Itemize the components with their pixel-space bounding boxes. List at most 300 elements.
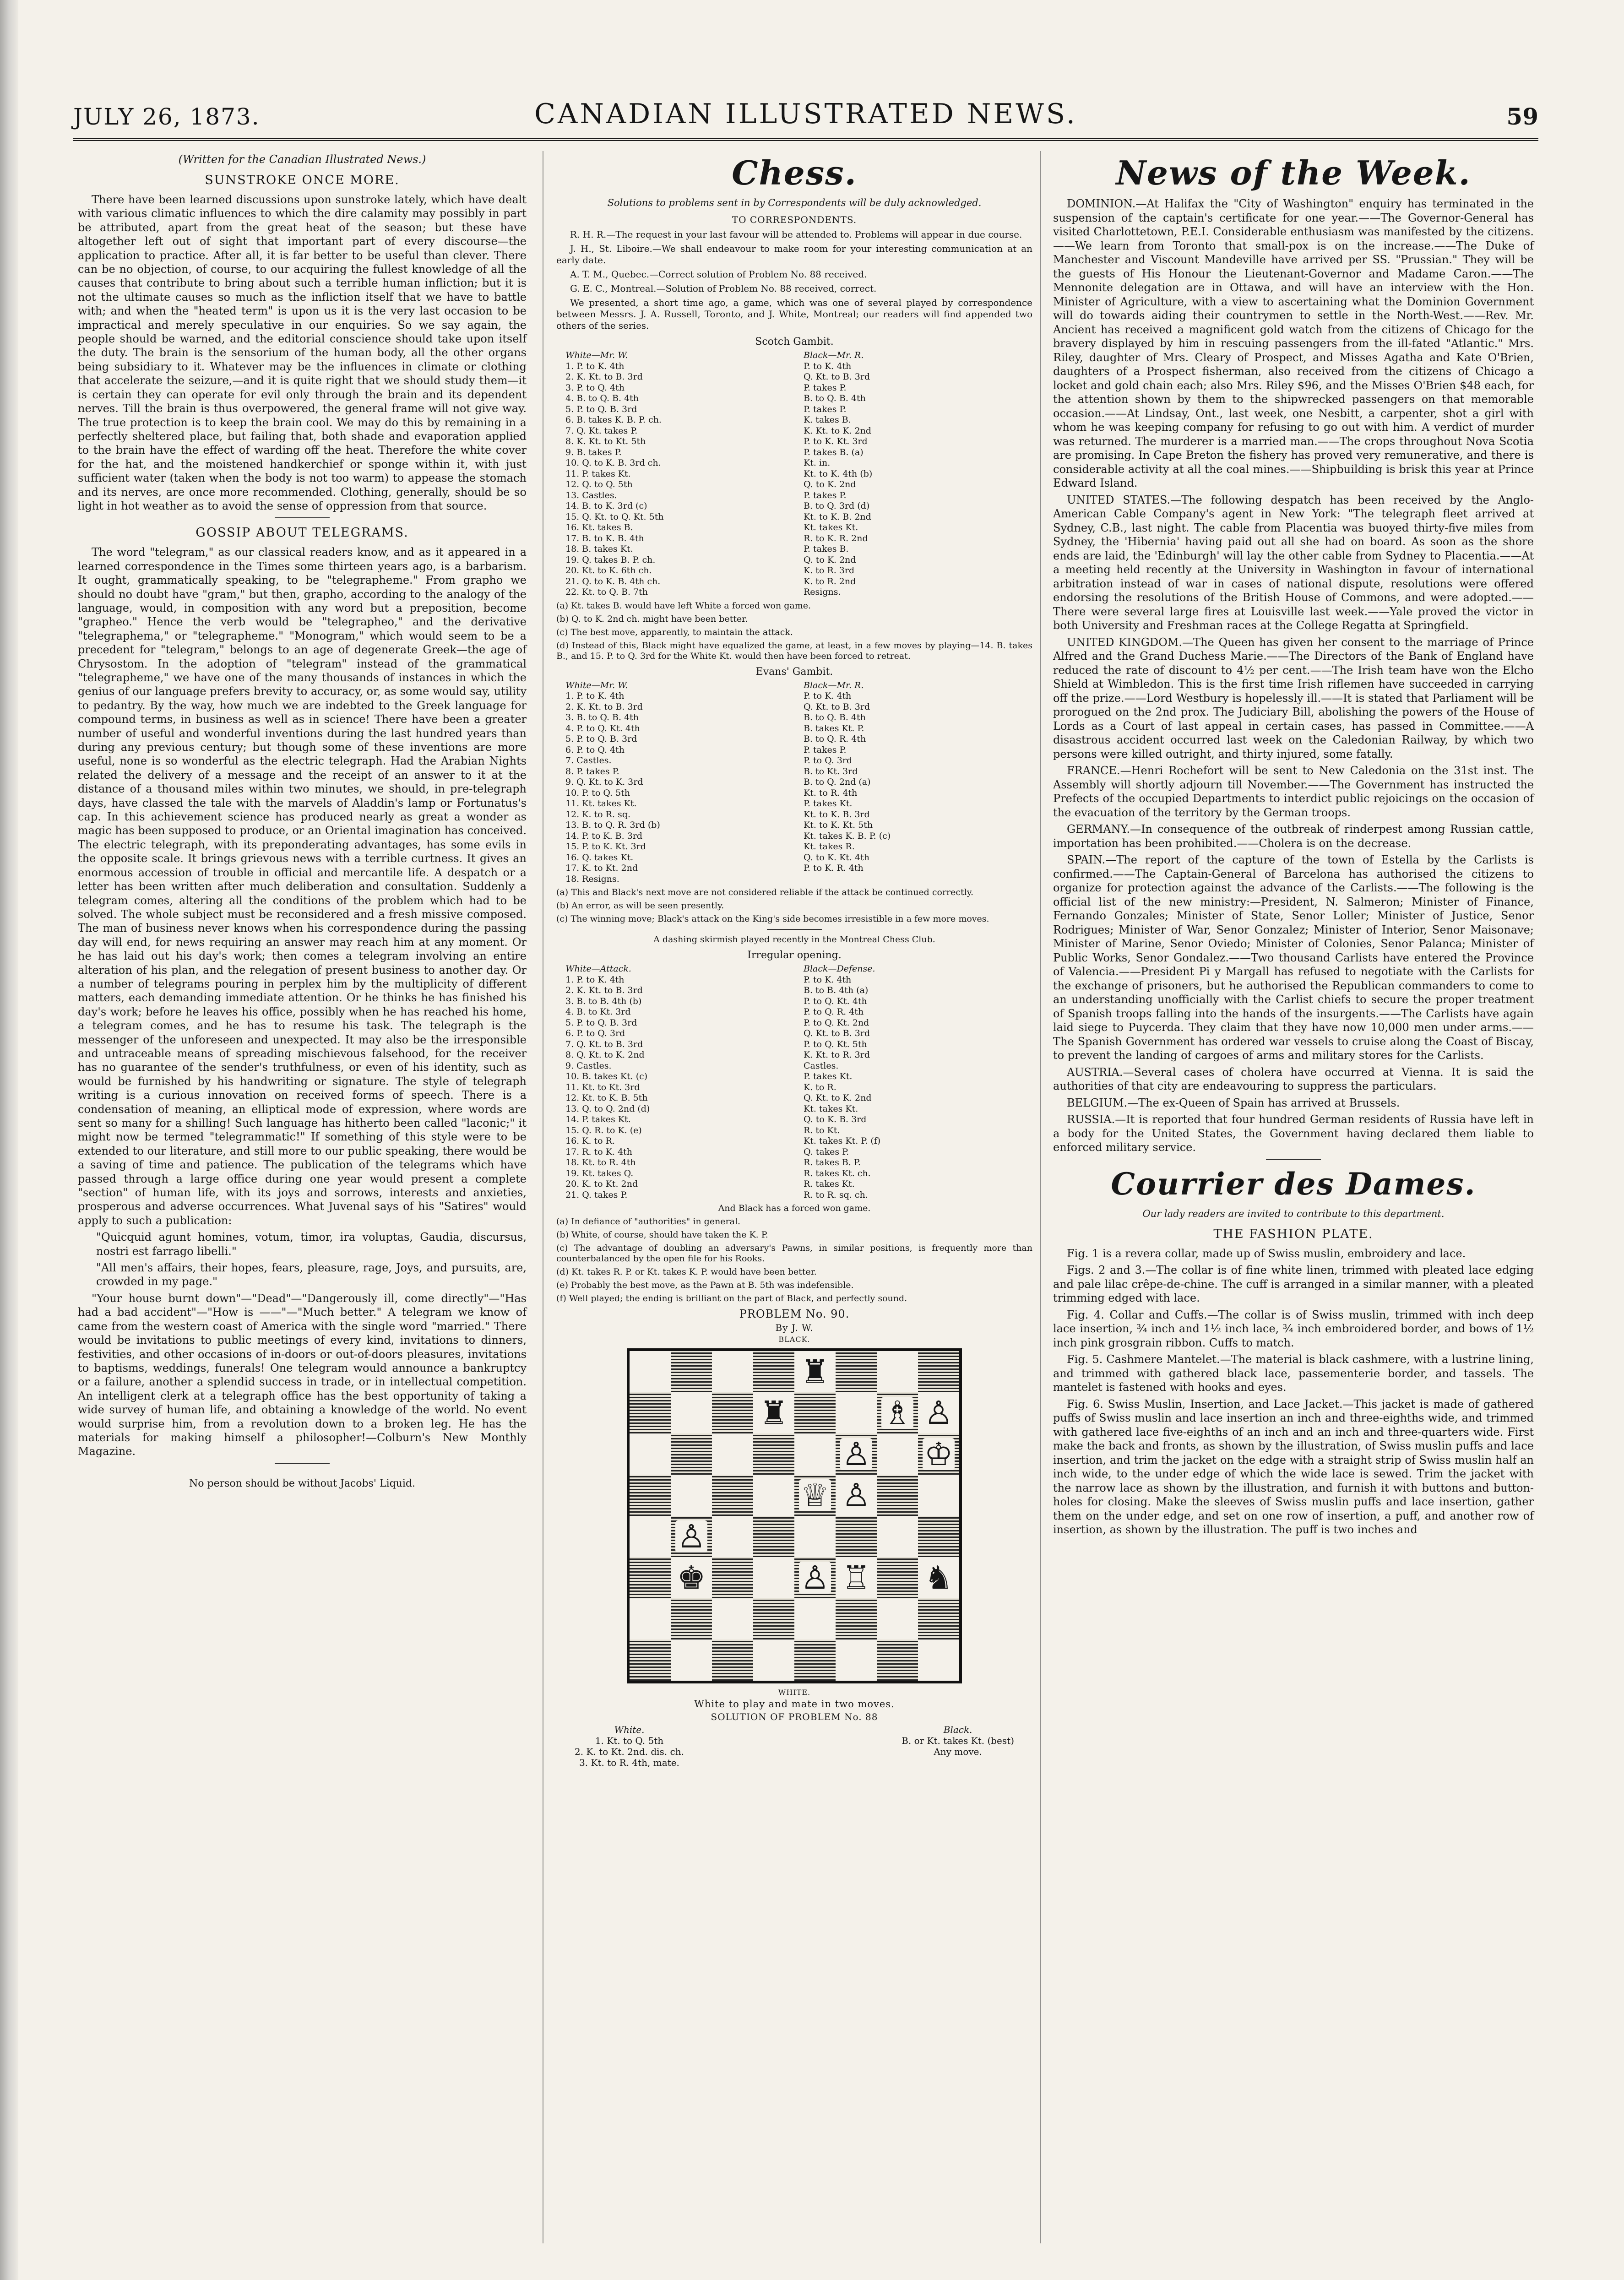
column-right — [1053, 151, 1534, 1540]
chess-move: 1. P. to K. 4th — [565, 361, 625, 371]
chess-move: Q. to K. 2nd — [804, 479, 856, 489]
board-square — [753, 1639, 794, 1681]
chess-move: 17. R. to K. 4th — [565, 1146, 632, 1157]
chess-move: Kt. to K. 4th (b) — [804, 468, 873, 479]
board-square — [836, 1557, 877, 1598]
games-intro: We presented, a short time ago, a game, which was one of several played by correspondence between Messrs. J. A. Russell, Toronto, and J. White, Montreal; our readers will find appended two others of the series. — [556, 297, 1032, 331]
chess-move: R. to R. sq. ch. — [804, 1189, 868, 1200]
chess-move: Kt. to K. Kt. 5th — [804, 820, 873, 830]
chess-piece-icon: ♙ — [675, 1520, 708, 1553]
chess-move: R. takes Kt. ch. — [804, 1168, 871, 1178]
board-square — [918, 1351, 959, 1392]
chess-move: Q. takes P. — [804, 1146, 849, 1157]
board-square — [630, 1475, 671, 1516]
game-intro: A dashing skirmish played recently in the Montreal Chess Club. — [653, 934, 935, 945]
chess-move: P. to Q. Kt. 4th — [804, 996, 867, 1006]
chess-move: K. Kt. to R. 3rd — [804, 1050, 870, 1060]
solution-moves — [556, 1724, 1032, 1768]
chess-move: 19. Q. takes B. P. ch. — [565, 554, 656, 565]
chess-piece-icon: ♖ — [840, 1562, 873, 1594]
board-square — [712, 1639, 753, 1681]
board-square — [671, 1639, 712, 1681]
black-moves — [804, 680, 1023, 885]
chess-move: 2. K. Kt. to B. 3rd — [565, 701, 643, 712]
board-square — [671, 1433, 712, 1475]
article-title-telegrams: GOSSIP ABOUT TELEGRAMS. — [196, 526, 409, 540]
fashion-plate-heading: THE FASHION PLATE. — [1213, 1227, 1374, 1241]
chess-move: 14. P. takes Kt. — [565, 1114, 631, 1124]
chess-move: 20. K. to Kt. 2nd — [565, 1179, 638, 1189]
chess-move: 10. B. takes Kt. (c) — [565, 1071, 648, 1081]
chess-move: 20. Kt. to K. 6th ch. — [565, 565, 652, 575]
board-square — [712, 1557, 753, 1598]
chess-move: 16. K. to R. — [565, 1136, 615, 1146]
board-square — [877, 1433, 918, 1475]
news-item: GERMANY.—In consequence of the outbreak of rinderpest among Russian cattle, importation has been prohibited.——Cholera is on the decrease. — [1053, 823, 1534, 850]
white-moves — [565, 350, 785, 598]
game-note: (e) Probably the best move, as the Pawn at B. 5th was indefensible. — [556, 1280, 854, 1290]
solution-white-header: White. — [614, 1724, 645, 1735]
chess-move: K. Kt. to K. 2nd — [804, 425, 872, 436]
board-square — [918, 1557, 959, 1598]
chess-move: 9. Q. Kt. to K. 3rd — [565, 777, 643, 787]
chess-piece-icon: ♔ — [923, 1438, 955, 1470]
chess-move: 11. P. takes Kt. — [565, 468, 631, 479]
chess-move: 14. B. to K. 3rd (c) — [565, 501, 647, 511]
chess-move: R. takes Kt. — [804, 1179, 855, 1189]
game-note: (b) An error, as will be seen presently. — [556, 901, 724, 911]
chess-move: 13. Castles. — [565, 490, 617, 500]
black-moves — [804, 964, 1023, 1200]
game-note: (b) White, of course, should have taken the K. P. — [556, 1230, 768, 1240]
article-body: The word "telegram," as our classical readers know, and as it appeared in a learned correspondence in the Times some thirteen years ago, is a barbarism. It ought, grammatically speaking, to be "telegrapheme." From grapho we should no doubt have "gram," but then, grapho, according to the analogy of the language, would, in composition with any word but a preposition, become "grapheo." Hence the verb would be "telegrapheo," and the derivative "telegraphema," or "telegrapheme." "Monogram," which would seem to be a precedent for "telegram," belongs to an age of degenerate Greek—the age of Chrysostom. In the adoption of "telegram" instead of the grammatical "telegrapheme," we have one of the many thousands of instances in which the genius of our language prefers brevity to accuracy, or, as some would say, utility to pedantry. By the way, how much we are indebted to the Greek language for compound terms, in business as well as in science! There have been a greater number of useful and wonderful inventions during the last hundred years than during any previous century; but though some of these inventions are more useful, none is so wonderful as the electric telegraph. Had the Arabian Nights related the delivery of a message and the receipt of an answer to it at the distance of a thousand miles within two minutes, we should, in pre-telegraph days, have classed the tale with the marvels of Aladdin's lamp or Fortunatus's cap. In this achievement science has produced nearly as great a wonder as magic has been supposed to produce, or an Oriental imagination has conceived. The electric telegraph, with its preponderating advantages, has some evils in the opposite scale. It brings grievous news with a terrible curtness. It gives an enormous accession of trouble in official and mercantile life. A despatch or a letter has been written after much deliberation and consultation. Suddenly a telegram comes, altering all the conditions of the problem which had to be solved. The whole subject must be reconsidered and a fresh missive composed. The man of business never knows when his correspondence during the passing day will end, for news requiring an answer may reach him at any moment. Or he has laid out his day's work; then comes a telegram involving an entire alteration of his plan, and the relegation of present business to another day. Or a number of telegrams pouring in perplex him by the multiplicity of different matters, each demanding immediate attention. Or he thinks he has finished his day's work; before he leaves his office, possibly when he has reached his home, a telegram comes, and he has to resume his task. The telegraph is the messenger of the unforeseen and unexpected. It may also be the irresponsible and untraceable means of spreading mischievous falsehood, for the receiver has no guarantee of the sender's truthfulness, or even of his identity, such as would be furnished by his handwriting or signature. The style of telegraph writing is a curious innovation on received forms of speech. There is a condensation of meaning, an elliptical mode of expression, where words are sent so many for a shilling! Such language has hitherto been called "laconic;" it might now be termed "telegrammatic!" If something of this style were to be extended to our literature, and still more to our public speaking, there would be a saving of time and patience. The publication of the telegrams which have passed through a large office during one year would present a complete "section" of human life, with its joys and sorrows, interests and anxieties, prosperous and adverse occurrences. What Juvenal says of his "Satires" would apply to such a publication: — [78, 546, 527, 1227]
board-square — [836, 1598, 877, 1639]
news-item: UNITED KINGDOM.—The Queen has given her consent to the marriage of Prince Alfred and the Grand Duchess Marie.——The Directors of the Bank of England have reduced the rate of discount to 4½ per cent.——The Irish team have won the Elcho Shield at Wimbledon. This is the first time Irish riflemen have succeeded in carrying off the prize.——Lord Westbury is hopelessly ill.——It is stated that Parliament will be prorogued on the 2nd prox. The Judiciary Bill, abolishing the powers of the House of Lords as a Court of last appeal in certain cases, has passed in Committee.——A disastrous accident occurred last week on the Caledonian Railway, by which two persons were killed outright, and thirty injured, some fatally. — [1053, 635, 1534, 760]
board-square — [630, 1639, 671, 1681]
chess-move: 1. P. to K. 4th — [565, 691, 625, 701]
chess-move: B. to Q. 2nd (a) — [804, 777, 871, 787]
solution-move: Any move. — [934, 1746, 982, 1757]
white-header: White—Mr. W. — [565, 680, 628, 690]
chess-move: 2. K. Kt. to B. 3rd — [565, 372, 643, 382]
chess-move: 3. B. to Q. B. 4th — [565, 712, 639, 722]
chess-move: Q. Kt. to B. 3rd — [804, 1028, 870, 1038]
solution-move: 2. K. to Kt. 2nd. dis. ch. — [575, 1746, 684, 1757]
game-note: (d) Kt. takes R. P. or Kt. takes K. P. would have been better. — [556, 1267, 817, 1277]
issue-date: JULY 26, 1873. — [73, 103, 260, 130]
solution-move: 1. Kt. to Q. 5th — [595, 1735, 664, 1746]
board-square — [918, 1516, 959, 1557]
solution-move: B. or Kt. takes Kt. (best) — [902, 1735, 1014, 1746]
chess-move: 4. B. to Kt. 3rd — [565, 1007, 631, 1017]
board-square — [836, 1639, 877, 1681]
courrier-invitation: Our lady readers are invited to contribute to this department. — [1142, 1208, 1445, 1219]
chess-move: Q. Kt. to B. 3rd — [804, 372, 870, 382]
chess-move: Kt. in. — [804, 458, 831, 468]
game-title: Irregular opening. — [747, 950, 842, 961]
chess-move: 15. Q. R. to K. (e) — [565, 1125, 642, 1135]
chess-move: 7. Castles. — [565, 755, 612, 765]
board-square — [877, 1351, 918, 1392]
correspondent-note: J. H., St. Liboire.—We shall endeavour to make room for your interesting communication at an early date. — [556, 243, 1032, 266]
game-moves — [556, 964, 1032, 1200]
chess-move: 9. B. takes P. — [565, 447, 622, 457]
chess-move: 11. Kt. takes Kt. — [565, 798, 637, 809]
board-square — [630, 1557, 671, 1598]
chess-move: Kt. to K. B. 2nd — [804, 511, 871, 522]
chess-move: 21. Q. to K. B. 4th ch. — [565, 576, 661, 586]
board-square — [918, 1639, 959, 1681]
chess-move: 3. B. to B. 4th (b) — [565, 996, 642, 1006]
chess-move: 1. P. to K. 4th — [565, 974, 625, 985]
chess-move: 4. B. to Q. B. 4th — [565, 393, 639, 403]
board-square — [877, 1516, 918, 1557]
board-square — [712, 1475, 753, 1516]
game-note: (c) The winning move; Black's attack on the King's side becomes irresistible in a few more moves. — [556, 914, 989, 924]
news-item: DOMINION.—At Halifax the "City of Washington" enquiry has terminated in the suspension of the captain's certificate for one year.——The Governor-General has visited Charlottetown, P.E.I. Considerable enthusiasm was manifested by the citizens.——We learn from Toronto that small-pox is on the increase.——The Duke of Manchester and Viscount Mandeville have arrived per SS. "Prussian." They will be the guests of His Honour the Lieutenant-Governor and Madame Caron.——The Mennonite delegation are in Ottawa, and will have an interview with the Hon. Minister of Agriculture, with a view to ascertaining what the Dominion Government will do towards aiding their countrymen to settle in the North-West.——Rev. Mr. Ancient has received a magnificent gold watch from the citizens of Chicago for the bravery displayed by him in rescuing passengers from the ill-fated "Atlantic." Mrs. Riley, daughter of Mrs. Cleary of Prospect, and Misses Agatha and Kate O'Brien, daughters of a Prospect fisherman, also received from the citizens of Chicago a locket and gold chain each; also Mrs. Riley $96, and the Misses O'Brien $48 each, for the attention shown by them to the shipwrecked passengers on that memorable occasion.——At Lindsay, Ont., last week, one Nesbitt, a carpenter, shot a girl with whom he was keeping company for refusing to go out with him. A verdict of murder was returned. The murderer is a married man.——The crops throughout Nova Scotia are promising. In Cape Breton the fishery has proved very remunerative, and there is considerable activity at all the coal mines.——Shipbuilding is brisk this year at Prince Edward Island. — [1053, 197, 1534, 489]
news-item: BELGIUM.—The ex-Queen of Spain has arrived at Brussels. — [1067, 1096, 1400, 1109]
board-square — [671, 1351, 712, 1392]
white-header: White—Attack. — [565, 964, 631, 974]
advertisement-line: No person should be without Jacobs' Liquid. — [189, 1477, 415, 1489]
chess-move: 10. P. to Q. 5th — [565, 787, 630, 798]
chess-move: 11. Kt. to Kt. 3rd — [565, 1082, 640, 1092]
news-item: UNITED STATES.—The following despatch has been received by the Anglo-American Cable Company's agent in New York: "The telegraph fleet arrived at Sydney, C.B., last night. The cable from Placentia was buoyed thirty-five miles from Sydney, the 'Hibernia' having paid out all she had on board. As soon as the shore ends are laid, the 'Edinburgh' will lay the other cable from Sydney to Placentia.——At a meeting held recently at the University in Washington in favour of international arbitration instead of war in cases of national dispute, resolutions were offered endorsing the resolutions of the British House of Commons, and were adopted.——There were several large fires at Louisville last week.——Yale proved the victor in both University and Freshman races at the College Regatta at Springfield. — [1053, 493, 1534, 632]
board-square — [794, 1475, 836, 1516]
game-moves — [556, 350, 1032, 598]
problem-title: PROBLEM No. 90. — [739, 1308, 850, 1320]
board-square — [877, 1392, 918, 1433]
game-note: (b) Q. to K. 2nd ch. might have been better. — [556, 613, 748, 624]
chess-piece-icon: ♜ — [758, 1397, 790, 1429]
white-moves — [565, 964, 785, 1200]
masthead — [73, 97, 1538, 141]
chess-move: 15. P. to K. Kt. 3rd — [565, 841, 646, 852]
section-title-courrier: Courrier des Dames. — [1111, 1166, 1476, 1202]
chess-piece-icon: ♙ — [840, 1438, 873, 1470]
chess-move: B. to Kt. 3rd — [804, 766, 858, 776]
board-square — [712, 1392, 753, 1433]
game-notes — [556, 1216, 1032, 1304]
chess-move: 13. Q. to Q. 2nd (d) — [565, 1103, 650, 1114]
chess-move: B. to Q. R. 4th — [804, 734, 866, 744]
white-moves — [565, 680, 785, 885]
column-chess — [556, 151, 1032, 1772]
correspondent-note: R. H. R.—The request in your last favour will be attended to. Problems will appear in due course. — [570, 229, 1022, 240]
chess-move: R. to Kt. — [804, 1125, 840, 1135]
board-label-white: WHITE. — [778, 1688, 811, 1697]
page-spine-shadow — [0, 0, 18, 2280]
board-square — [794, 1351, 836, 1392]
chess-move: K. to R. — [804, 1082, 836, 1092]
divider — [275, 517, 330, 518]
chess-move: Q. to K. Kt. 4th — [804, 852, 869, 863]
chess-move: K. to R. 2nd — [804, 576, 856, 586]
board-square — [794, 1516, 836, 1557]
chess-move: P. to K. Kt. 3rd — [804, 436, 868, 446]
chess-move: P. to K. 4th — [804, 974, 852, 985]
chess-move: P. takes P. — [804, 404, 847, 414]
news-item: AUSTRIA.—Several cases of cholera have occurred at Vienna. It is said the authorities of that city are endeavouring to suppress the particulars. — [1053, 1065, 1534, 1092]
chess-piece-icon: ♙ — [840, 1479, 873, 1511]
chess-move: P. to Q. Kt. 2nd — [804, 1017, 869, 1028]
news-item: FRANCE.—Henri Rochefort will be sent to New Caledonia on the 31st inst. The Assembly will shortly adjourn till November.——The Government has instructed the Prefects of the occupied Departments to interdict public rejoicings on the occasion of the evacuation of the territory by the German troops. — [1053, 764, 1534, 819]
chess-move: 13. B. to Q. R. 3rd (b) — [565, 820, 660, 830]
game-notes — [556, 887, 1032, 924]
board-square — [753, 1392, 794, 1433]
correspondents-heading: TO CORRESPONDENTS. — [732, 214, 857, 225]
chess-move: 18. B. takes Kt. — [565, 544, 633, 554]
solution-black-header: Black. — [943, 1724, 972, 1735]
fashion-item: Fig. 1 is a revera collar, made up of Swiss muslin, embroidery and lace. — [1067, 1247, 1466, 1260]
board-square — [918, 1475, 959, 1516]
chess-move: B. to B. 4th (a) — [804, 985, 869, 995]
black-moves — [804, 350, 1023, 598]
english-quote: "All men's affairs, their hopes, fears, pleasure, rage, Joys, and pursuits, are, crowded in my page." — [96, 1261, 527, 1288]
article-title-sunstroke: SUNSTROKE ONCE MORE. — [205, 173, 400, 187]
board-square — [671, 1598, 712, 1639]
board-square — [671, 1516, 712, 1557]
game-note: (a) Kt. takes B. would have left White a forced won game. — [556, 600, 811, 611]
chess-move: 7. Q. Kt. to B. 3rd — [565, 1039, 643, 1049]
chess-move: 9. Castles. — [565, 1060, 612, 1071]
game-title: Evans' Gambit. — [755, 666, 833, 678]
chess-move: 14. P. to K. B. 3rd — [565, 831, 643, 841]
game-note: (c) The advantage of doubling an adversary's Pawns, in similar positions, is frequently more than counterbalanced by the open file for his Rooks. — [556, 1243, 1032, 1264]
chess-move: Q. to K. B. 3rd — [804, 1114, 867, 1124]
chess-move: Kt. takes Kt. — [804, 522, 858, 532]
chess-move: 22. Kt. to Q. B. 7th — [565, 587, 648, 597]
board-square — [794, 1639, 836, 1681]
black-header: Black—Mr. R. — [804, 350, 864, 360]
chess-move: B. to Q. 3rd (d) — [804, 501, 870, 511]
board-square — [794, 1598, 836, 1639]
fashion-item: Fig. 4. Collar and Cuffs.—The collar is of Swiss muslin, trimmed with inch deep lace insertion, ¾ inch and 1½ inch lace, ¾ inch embroidered border, and bows of 1½ inch pink grosgrain ribbon. Cuffs to match. — [1053, 1308, 1534, 1349]
game-notes — [556, 601, 1032, 662]
white-header: White—Mr. W. — [565, 350, 628, 360]
chess-move: P. takes P. — [804, 744, 847, 755]
board-square — [671, 1392, 712, 1433]
chess-move: 8. P. takes P. — [565, 766, 619, 776]
board-square — [918, 1598, 959, 1639]
chess-move: Kt. takes R. — [804, 841, 855, 852]
fashion-item: Fig. 6. Swiss Muslin, Insertion, and Lace Jacket.—This jacket is made of gathered puffs of Swiss muslin and lace insertion an inch and three-eighths wide, and trimmed with gathered lace five-eighths of an inch and an inch and three-quarters wide. First make the back and fronts, as shown by the illustration, of Swiss muslin puffs and lace insertion, and trim the jacket on the edge with a straight strip of Swiss muslin half an inch wide, to the under edge of which the wide lace is sewed. Trim the jacket with the narrow lace as shown by the illustration, and furnish it with buttons and button-holes for closing. Make the sleeves of Swiss muslin puffs and lace insertion, gather them on the under edge, and set on one row of insertion, a puff, and another row of insertion, as shown by the illustration. The puff is two inches and — [1053, 1397, 1534, 1536]
chess-move: P. takes P. — [804, 382, 847, 393]
chess-problem — [556, 1308, 1032, 1768]
divider — [275, 1463, 330, 1464]
board-square — [836, 1351, 877, 1392]
chess-move: K. takes B. — [804, 415, 851, 425]
chess-move: 2. K. Kt. to B. 3rd — [565, 985, 643, 995]
page-number: 59 — [1506, 103, 1538, 130]
board-square — [753, 1598, 794, 1639]
chess-move: P. to K. R. 4th — [804, 863, 864, 873]
board-square — [794, 1392, 836, 1433]
solution-white — [575, 1724, 684, 1768]
column-rule — [1040, 151, 1041, 2243]
chess-move: B. to Q. B. 4th — [804, 712, 866, 722]
game-result: And Black has a forced won game. — [718, 1203, 871, 1213]
chess-move: Q. Kt. to K. 2nd — [804, 1093, 872, 1103]
chess-move: P. to K. 4th — [804, 361, 852, 371]
board-square — [753, 1433, 794, 1475]
chess-move: 21. Q. takes P. — [565, 1189, 628, 1200]
correspondent-note: G. E. C., Montreal.—Solution of Problem No. 88 received, correct. — [570, 283, 877, 294]
chess-piece-icon: ♜ — [799, 1356, 831, 1388]
chess-move: B. to Q. B. 4th — [804, 393, 866, 403]
chess-move: B. takes Kt. P. — [804, 723, 864, 733]
chess-move: Resigns. — [804, 587, 841, 597]
board-square — [794, 1433, 836, 1475]
game-note: (c) The best move, apparently, to maintain the attack. — [556, 627, 793, 637]
chess-move: Q. to K. 2nd — [804, 554, 856, 565]
chess-piece-icon: ♗ — [881, 1397, 914, 1429]
chess-piece-icon: ♕ — [799, 1479, 831, 1511]
solution-heading: SOLUTION OF PROBLEM No. 88 — [711, 1711, 878, 1722]
chess-move: 16. Q. takes Kt. — [565, 852, 634, 863]
board-square — [918, 1392, 959, 1433]
article-body: "Your house burnt down"—"Dead"—"Dangerously ill, come directly"—"Has had a bad accident"—"How is ——"—"Much better." A telegram we know of came from the western coast of America with the single word "married." There would be invitations to public meetings of every kind, invitations to dinners, festivities, and other occasions of in-doors or out-of-doors pleasures, invitations to baptisms, weddings, funerals! One telegram would announce a bankruptcy or a failure, another a splendid success in trade, or in intellectual competition. An intelligent clerk at a telegraph office has the best opportunity of taking a wide survey of human life, and obtaining a knowledge of the world. No event would surprise him, from a revolution down to a broken leg. He has the materials for making himself a philosopher!—Colburn's New Monthly Magazine. — [78, 1292, 527, 1458]
chess-move: Kt. takes Kt. — [804, 1103, 858, 1114]
chess-move: R. to K. R. 2nd — [804, 533, 868, 543]
board-square — [794, 1557, 836, 1598]
chess-move: 8. K. Kt. to Kt. 5th — [565, 436, 646, 446]
divider — [767, 929, 822, 930]
chess-move: P. takes Kt. — [804, 798, 853, 809]
article-body: There have been learned discussions upon sunstroke lately, which have dealt with various climatic influences to which the dire calamity may possibly in part be attributed, apart from the great heat of the season; but these have altogether left out of sight that important part of every discourse—the application to practice. After all, it is far better to be useful than clever. There can be no objection, of course, to our acquiring the fullest knowledge of all the causes that contribute to bring about such a terrible human infliction; but it is not the ultimate causes so much as the infliction itself that we have to battle with; and when the "heated term" is upon us it is the very last occasion to be impractical and merely speculative in our enquiries. So we say again, the people should be warned, and the editorial conscience should take upon itself the duty. The brain is the sensorium of the human body, all the other organs being subsidiary to it. Whatever may be the influences in climate or clothing that accelerate the seizure,—and it is quite right that we should study them—it is certain they can operate for evil only through the brain and its dependent nerves. Till the brain is thus overpowered, the general frame will not give way. The true protection is to keep the brain cool. We may do this by remaining in a perfectly sheltered place, but failing that, both shade and evaporation applied to the brain have the effect of warding off the heat. Therefore the white cover for the hat, and the moistened handkerchief or sponge within it, with just sufficient water (taken when the body is not too warm) to appease the stomach and its nerves, are once more recommended. Clothing, generally, should be so light in hot weather as to avoid the sense of oppression from that source. — [78, 193, 527, 512]
board-square — [753, 1516, 794, 1557]
game-moves — [556, 680, 1032, 885]
board-square — [630, 1392, 671, 1433]
board-square — [712, 1351, 753, 1392]
chess-piece-icon: ♙ — [799, 1562, 831, 1594]
chess-move: 7. Q. Kt. takes P. — [565, 425, 638, 436]
chess-move: K. to R. 3rd — [804, 565, 855, 575]
column-left — [78, 151, 527, 1489]
chess-move: 8. Q. Kt. to K. 2nd — [565, 1050, 645, 1060]
board-square — [712, 1433, 753, 1475]
game-note: (a) In defiance of "authorities" in general. — [556, 1216, 741, 1227]
chess-move: P. to Q. 3rd — [804, 755, 853, 765]
problem-author: By J. W. — [775, 1322, 814, 1333]
solution-black — [902, 1724, 1014, 1768]
chess-move: 3. P. to Q. 4th — [565, 382, 625, 393]
board-label-black: BLACK. — [778, 1335, 810, 1344]
chess-move: P. takes B. — [804, 544, 849, 554]
board-square — [836, 1433, 877, 1475]
board-square — [877, 1639, 918, 1681]
chess-move: P. to Q. R. 4th — [804, 1007, 864, 1017]
chess-move: P. takes P. — [804, 490, 847, 500]
chess-move: Castles. — [804, 1060, 839, 1071]
board-square — [712, 1598, 753, 1639]
chess-move: Kt. takes Kt. P. (f) — [804, 1136, 881, 1146]
chess-piece-icon: ♞ — [923, 1562, 955, 1594]
solution-move: 3. Kt. to R. 4th, mate. — [579, 1757, 679, 1768]
fashion-item: Figs. 2 and 3.—The collar is of fine white linen, trimmed with pleated lace edging and pale lilac crêpe-de-chine. The cuff is arranged in a similar manner, with a pleated trimming edged with lace. — [1053, 1264, 1534, 1304]
chess-move: 17. B. to K. B. 4th — [565, 533, 644, 543]
board-square — [753, 1351, 794, 1392]
chess-move: Q. Kt. to B. 3rd — [804, 701, 870, 712]
board-square — [630, 1433, 671, 1475]
correspondent-note: A. T. M., Quebec.—Correct solution of Problem No. 88 received. — [570, 269, 867, 280]
chess-move: 18. Kt. to R. 4th — [565, 1157, 636, 1167]
section-title-news: News of the Week. — [1116, 153, 1471, 192]
chess-board — [627, 1348, 962, 1683]
chess-move: 6. P. to Q. 4th — [565, 744, 625, 755]
game-note: (f) Well played; the ending is brilliant on the part of Black, and perfectly sound. — [556, 1293, 907, 1303]
article-credit: (Written for the Canadian Illustrated News.) — [178, 153, 426, 166]
board-square — [753, 1557, 794, 1598]
board-square — [671, 1475, 712, 1516]
board-square — [877, 1475, 918, 1516]
chess-move: 5. P. to Q. B. 3rd — [565, 734, 637, 744]
chess-move: 16. Kt. takes B. — [565, 522, 633, 532]
board-square — [877, 1598, 918, 1639]
chess-move: 12. Q. to Q. 5th — [565, 479, 633, 489]
black-header: Black—Defense. — [804, 964, 875, 974]
chess-move: 12. Kt. to K. B. 5th — [565, 1093, 648, 1103]
chess-move: 19. Kt. takes Q. — [565, 1168, 634, 1178]
chess-move: 5. P. to Q. B. 3rd — [565, 1017, 637, 1028]
news-item: RUSSIA.—It is reported that four hundred German residents of Russia have left in a body for the United States, the Government having declared them liable to enforced military service. — [1053, 1113, 1534, 1154]
board-square — [630, 1351, 671, 1392]
game-note: (a) This and Black's next move are not considered reliable if the attack be continued correctly. — [556, 887, 973, 897]
chess-move: P. to Q. Kt. 5th — [804, 1039, 867, 1049]
chess-move: 18. Resigns. — [565, 874, 619, 884]
divider — [1266, 1159, 1321, 1160]
problem-task: White to play and mate in two moves. — [694, 1699, 895, 1710]
chess-piece-icon: ♙ — [923, 1397, 955, 1429]
chess-move: 6. P. to Q. 3rd — [565, 1028, 625, 1038]
chess-move: Kt. to K. B. 3rd — [804, 809, 870, 820]
news-item: SPAIN.—The report of the capture of the town of Estella by the Carlists is confirmed.——The Captain-General of Barcelona has authorised the citizens to organize for protection against the advance of the Carlists.——The following is the official list of the new ministry:—President, N. Salmeron; Minister of Finance, Fernando Gonzales; Minister of State, Senor Loller; Minister of Justice, Senor Rodrigues; Minister of War, Senor Gonzalez; Minister of Interior, Senor Maisonave; Minister of Marine, Senor Oviedo; Minister of Colonies, Senor Palanca; Minister of Public Works, Senor Gondalez.——Two thousand Carlists have entered the Province of Valencia.——President Pi y Margall has refused to negotiate with the Carlists for the exchange of prisoners, but he authorised the Republican commanders to come to an understanding unofficially with the Carlist chiefs to secure the proper treatment of Spanish troops falling into the hands of the insurgents.——The Carlists have again laid siege to Puycerda. They claim that they have now 10,000 men under arms.——The Spanish Government has ordered war vessels to cruise along the Coast of Biscay, to prevent the landing of cargoes of arms and military stores for the Carlists. — [1053, 853, 1534, 1062]
board-square — [671, 1557, 712, 1598]
fashion-item: Fig. 5. Cashmere Mantelet.—The material is black cashmere, with a lustrine lining, and trimmed with gathered black lace, passementerie border, and tassels. The mantelet is fastened with hooks and eyes. — [1053, 1353, 1534, 1394]
newspaper-title: CANADIAN ILLUSTRATED NEWS. — [534, 98, 1077, 130]
chess-move: 12. K. to R. sq. — [565, 809, 630, 820]
chess-move: Kt. to R. 4th — [804, 787, 858, 798]
chess-notice: Solutions to problems sent in by Correspondents will be duly acknowledged. — [607, 197, 982, 208]
chess-move: 17. K. to Kt. 2nd — [565, 863, 638, 873]
chess-move: P. takes Kt. — [804, 1071, 853, 1081]
board-square — [836, 1392, 877, 1433]
chess-move: R. takes B. P. — [804, 1157, 861, 1167]
chess-move: 6. B. takes K. B. P. ch. — [565, 415, 662, 425]
chess-move: 15. Q. Kt. to Q. Kt. 5th — [565, 511, 664, 522]
game-title: Scotch Gambit. — [755, 336, 834, 347]
chess-piece-icon: ♚ — [675, 1562, 708, 1594]
chess-move: P. to K. 4th — [804, 691, 852, 701]
black-header: Black—Mr. R. — [804, 680, 864, 690]
chess-move: 10. Q. to K. B. 3rd ch. — [565, 458, 661, 468]
board-square — [630, 1516, 671, 1557]
board-square — [630, 1598, 671, 1639]
latin-quote: "Quicquid agunt homines, votum, timor, ira voluptas, Gaudia, discursus, nostri est farrago libelli." — [96, 1231, 527, 1258]
board-square — [836, 1516, 877, 1557]
chess-move: 4. P. to Q. Kt. 4th — [565, 723, 640, 733]
board-square — [753, 1475, 794, 1516]
board-square — [918, 1433, 959, 1475]
chess-move: 5. P. to Q. B. 3rd — [565, 404, 637, 414]
game-note: (d) Instead of this, Black might have equalized the game, at least, in a few moves by playing—14. B. takes B., and 15. P. to Q. 3rd for the White Kt. would then have been forced to retreat. — [556, 640, 1032, 661]
section-title-chess: Chess. — [732, 153, 857, 192]
chess-move: Kt. takes K. B. P. (c) — [804, 831, 891, 841]
board-square — [712, 1516, 753, 1557]
board-square — [877, 1557, 918, 1598]
chess-move: P. takes B. (a) — [804, 447, 864, 457]
board-square — [836, 1475, 877, 1516]
